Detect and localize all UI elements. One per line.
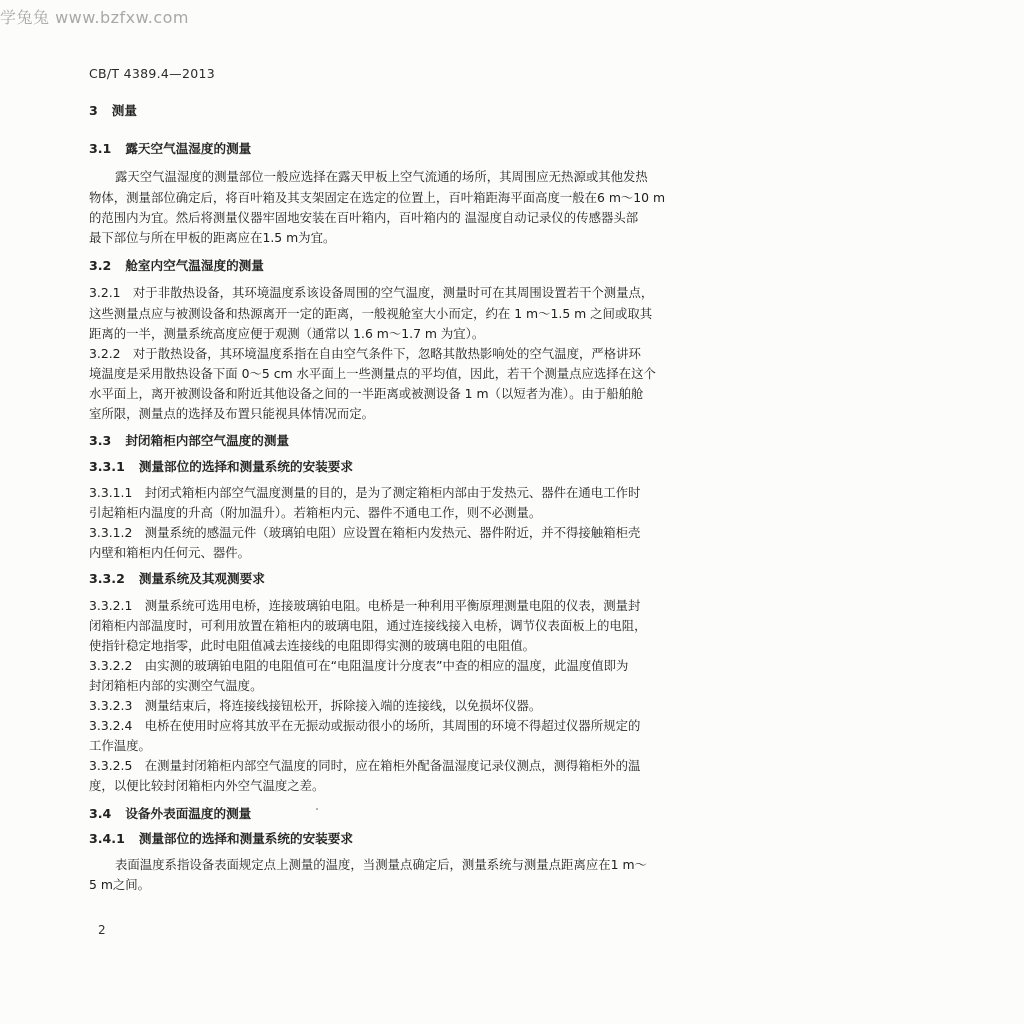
clause-number: 3.3.2 xyxy=(89,571,125,586)
clause-heading xyxy=(89,568,265,587)
paragraph-line: 度，以便比较封闭箱柜内外空气温度之差。 xyxy=(89,778,325,793)
paragraph-line: 工作温度。 xyxy=(89,738,151,753)
paragraph-line: 最下部位与所在甲板的距离应在1.5 m为宜。 xyxy=(89,230,336,245)
subsection-number: 3.4 xyxy=(89,806,112,821)
clause-title: 测量系统及其观测要求 xyxy=(138,571,265,586)
clause-heading xyxy=(89,456,353,475)
paragraph-line: 3.2.1 对于非散热设备，其环境温度系该设备周围的空气温度，测量时可在其周围设置若干个测量点， xyxy=(89,285,654,300)
paragraph-line: 引起箱柜内温度的升高（附加温升）。若箱柜内元、器件不通电工作，则不必测量。 xyxy=(89,505,542,520)
paragraph-line: 露天空气温湿度的测量部位一般应选择在露天甲板上空气流通的场所，其周围应无热源或其他发热 xyxy=(115,169,648,184)
paragraph-line: 封闭箱柜内部的实测空气温度。 xyxy=(89,678,263,693)
subsection-number: 3.1 xyxy=(89,141,112,156)
paragraph-line: 3.3.1.1 封闭式箱柜内部空气温度测量的目的，是为了测定箱柜内部由于发热元、器件在通电工作时 xyxy=(89,485,641,500)
paragraph-line: 境温度是采用散热设备下面 0～5 cm 水平面上一些测量点的平均值，因此，若干个测量点应选择在这个 xyxy=(89,366,656,381)
paragraph-line: 表面温度系指设备表面规定点上测量的温度，当测量点确定后，测量系统与测量点距离应在1 m～ xyxy=(115,857,647,872)
paragraph-line: 这些测量点应与被测设备和热源离开一定的距离，一般视舱室大小而定，约在 1 m～1.5 m 之间或取其 xyxy=(89,306,653,321)
paragraph-line: 5 m之间。 xyxy=(89,877,151,892)
paragraph-line: 3.3.2.4 电桥在使用时应将其放平在无振动或振动很小的场所，其周围的环境不得超过仪器所规定的 xyxy=(89,718,641,733)
paragraph-line: 距离的一半，测量系统高度应便于观测（通常以 1.6 m～1.7 m 为宜）。 xyxy=(89,326,485,341)
paragraph-line: 3.3.2.1 测量系统可选用电桥，连接玻璃铂电阻。电桥是一种利用平衡原理测量电阻的仪表，测量封 xyxy=(89,598,641,613)
watermark: 学兔兔 www.bzfxw.com xyxy=(0,8,189,27)
paragraph-line: 使指针稳定地指零，此时电阻值减去连接线的电阻即得实测的玻璃电阻的电阻值。 xyxy=(89,638,536,653)
paragraph-line: 3.3.2.5 在测量封闭箱柜内部空气温度的同时，应在箱柜外配备温湿度记录仪测点，测得箱柜外的温 xyxy=(89,758,641,773)
scan-speck xyxy=(316,808,318,810)
subsection-title: 舱室内空气温湿度的测量 xyxy=(125,258,264,273)
paragraph-line: 3.3.2.2 由实测的玻璃铂电阻的电阻值可在“电阻温度计分度表”中查的相应的温度，此温度值即为 xyxy=(89,658,629,673)
paragraph-line: 内壁和箱柜内任何元、器件。 xyxy=(89,545,251,560)
paragraph-line: 室所限，测量点的选择及布置只能视具体情况而定。 xyxy=(89,406,374,421)
clause-title: 测量部位的选择和测量系统的安装要求 xyxy=(138,831,353,846)
paragraph-line: 3.3.1.2 测量系统的感温元件（玻璃铂电阻）应设置在箱柜内发热元、器件附近，并不得接触箱柜壳 xyxy=(89,525,641,540)
clause-heading xyxy=(89,828,353,847)
paragraph-line: 闭箱柜内部温度时，可利用放置在箱柜内的玻璃电阻，通过连接线接入电桥，调节仪表面板上的电阻， xyxy=(89,618,647,633)
subsection-title: 封闭箱柜内部空气温度的测量 xyxy=(125,433,290,448)
subsection-heading xyxy=(89,803,251,822)
subsection-number: 3.3 xyxy=(89,433,112,448)
paragraph-line: 3.2.2 对于散热设备，其环境温度系指在自由空气条件下，忽略其散热影响处的空气温度，严格讲环 xyxy=(89,346,641,361)
subsection-title: 露天空气温湿度的测量 xyxy=(125,141,252,156)
paragraph-line: 物体，测量部位确定后，将百叶箱及其支架固定在选定的位置上，百叶箱距海平面高度一般在6 m～10 m xyxy=(89,190,666,205)
section-heading xyxy=(89,100,137,119)
section-number: 3 xyxy=(89,103,98,118)
subsection-heading xyxy=(89,430,289,449)
subsection-heading xyxy=(89,255,264,274)
clause-number: 3.4.1 xyxy=(89,831,125,846)
clause-number: 3.3.1 xyxy=(89,459,125,474)
subsection-title: 设备外表面温度的测量 xyxy=(125,806,252,821)
paragraph-line: 3.3.2.3 测量结束后，将连接线接钮松开，拆除接入端的连接线，以免损坏仪器。 xyxy=(89,698,542,713)
standard-number-header: CB/T 4389.4—2013 xyxy=(89,66,215,81)
paragraph-line: 水平面上，离开被测设备和附近其他设备之间的一半距离或被测设备 1 m（以短者为准）。由于船舶舱 xyxy=(89,386,644,401)
page-number: 2 xyxy=(98,923,106,937)
subsection-number: 3.2 xyxy=(89,258,112,273)
section-title: 测量 xyxy=(111,103,137,118)
clause-title: 测量部位的选择和测量系统的安装要求 xyxy=(138,459,353,474)
paragraph-line: 的范围内为宜。然后将测量仪器牢固地安装在百叶箱内，百叶箱内的 温湿度自动记录仪的传感器头部 xyxy=(89,210,639,225)
subsection-heading xyxy=(89,138,251,157)
